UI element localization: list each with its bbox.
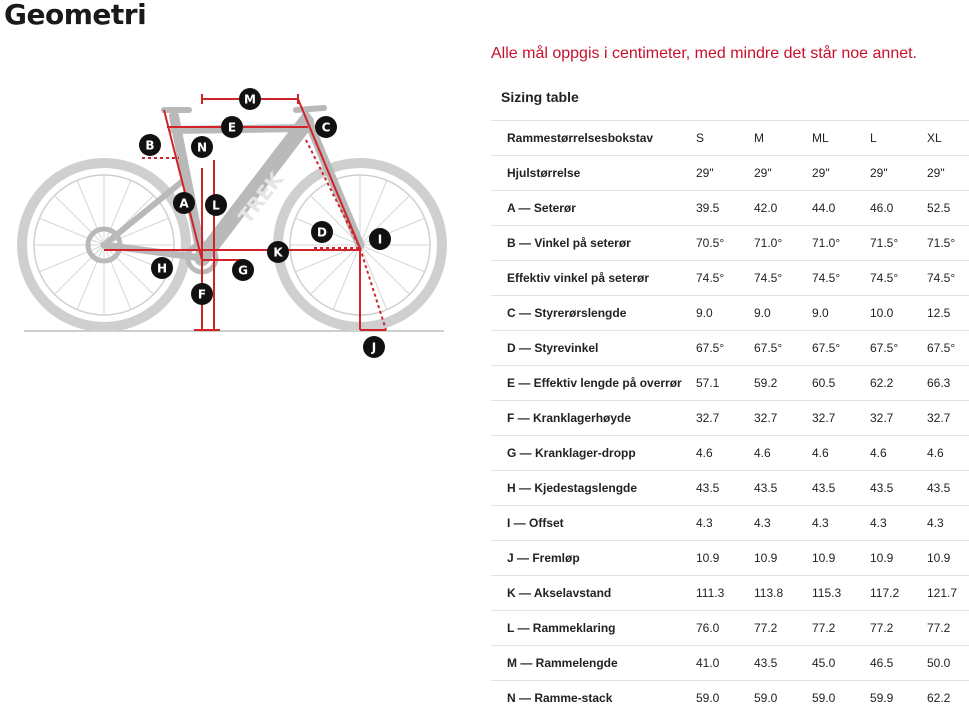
size-header: XL (927, 121, 969, 156)
table-cell: 43.5 (696, 471, 754, 506)
table-cell: 77.2 (754, 611, 812, 646)
svg-text:N: N (197, 141, 207, 155)
table-cell: 10.0 (870, 296, 927, 331)
table-cell: 121.7 (927, 576, 969, 611)
table-cell: 67.5° (754, 331, 812, 366)
table-cell: 29" (754, 156, 812, 191)
table-row (491, 506, 969, 541)
table-cell: 9.0 (812, 296, 870, 331)
table-cell: 41.0 (696, 646, 754, 681)
row-label: J — Fremløp (491, 541, 696, 576)
label-e (221, 116, 243, 138)
table-row (491, 401, 969, 436)
table-cell: 67.5° (927, 331, 969, 366)
table-cell: 10.9 (696, 541, 754, 576)
table-cell: 10.9 (754, 541, 812, 576)
svg-text:F: F (198, 288, 206, 302)
label-j (363, 336, 385, 358)
table-cell: 43.5 (927, 471, 969, 506)
table-cell: 29" (812, 156, 870, 191)
table-cell: 4.3 (870, 506, 927, 541)
table-cell: 29" (696, 156, 754, 191)
table-cell: 10.9 (812, 541, 870, 576)
size-header: M (754, 121, 812, 156)
row-label: I — Offset (491, 506, 696, 541)
svg-text:C: C (322, 121, 331, 135)
table-row (491, 646, 969, 681)
table-cell: 29" (870, 156, 927, 191)
table-cell: 59.2 (754, 366, 812, 401)
label-b (139, 134, 161, 156)
table-cell: 77.2 (812, 611, 870, 646)
label-n (191, 136, 213, 158)
size-header: L (870, 121, 927, 156)
row-label: L — Rammeklaring (491, 611, 696, 646)
units-note: Alle mål oppgis i centimeter, med mindre det står noe annet. (491, 45, 917, 63)
svg-text:J: J (371, 341, 376, 355)
row-label: A — Seterør (491, 191, 696, 226)
table-cell: 10.9 (927, 541, 969, 576)
table-cell: 74.5° (696, 261, 754, 296)
table-cell: 111.3 (696, 576, 754, 611)
table-cell: 46.0 (870, 191, 927, 226)
table-cell: 77.2 (927, 611, 969, 646)
svg-text:I: I (378, 233, 382, 247)
table-cell: 4.3 (754, 506, 812, 541)
svg-text:G: G (238, 264, 248, 278)
bike-geometry-diagram (14, 80, 454, 370)
table-cell: 44.0 (812, 191, 870, 226)
table-cell: 42.0 (754, 191, 812, 226)
table-cell: 43.5 (754, 471, 812, 506)
svg-text:B: B (145, 139, 154, 153)
table-cell: 74.5° (870, 261, 927, 296)
table-cell: 43.5 (870, 471, 927, 506)
table-cell: 45.0 (812, 646, 870, 681)
table-cell: 71.0° (812, 226, 870, 261)
svg-text:M: M (244, 93, 256, 107)
table-cell: 62.2 (927, 681, 969, 715)
table-cell: 46.5 (870, 646, 927, 681)
row-label: E — Effektiv lengde på overrør (491, 366, 696, 401)
label-i (369, 228, 391, 250)
table-row (491, 366, 969, 401)
table-cell: 71.5° (870, 226, 927, 261)
row-label: G — Kranklager-dropp (491, 436, 696, 471)
page-title: Geometri (4, 0, 146, 31)
table-row (491, 331, 969, 366)
frame-logo: TREK (233, 166, 289, 228)
table-cell: 71.5° (927, 226, 969, 261)
svg-text:A: A (179, 197, 189, 211)
label-k (267, 241, 289, 263)
row-label: C — Styrerørslengde (491, 296, 696, 331)
svg-text:L: L (212, 199, 220, 213)
table-cell: 70.5° (696, 226, 754, 261)
label-m (239, 88, 261, 110)
table-cell: 4.6 (754, 436, 812, 471)
table-cell: 74.5° (812, 261, 870, 296)
table-row (491, 156, 969, 191)
table-cell: 39.5 (696, 191, 754, 226)
table-cell: 76.0 (696, 611, 754, 646)
table-cell: 67.5° (696, 331, 754, 366)
label-g (232, 259, 254, 281)
table-row (491, 681, 969, 715)
row-label: N — Ramme-stack (491, 681, 696, 715)
table-cell: 4.6 (870, 436, 927, 471)
svg-text:K: K (273, 246, 283, 260)
table-cell: 71.0° (754, 226, 812, 261)
table-row (491, 541, 969, 576)
table-cell: 9.0 (754, 296, 812, 331)
table-cell: 4.3 (927, 506, 969, 541)
table-row (491, 611, 969, 646)
size-header: S (696, 121, 754, 156)
table-cell: 67.5° (812, 331, 870, 366)
svg-text:H: H (157, 262, 167, 276)
table-row (491, 471, 969, 506)
table-cell: 60.5 (812, 366, 870, 401)
table-cell: 62.2 (870, 366, 927, 401)
table-cell: 32.7 (870, 401, 927, 436)
row-label: H — Kjedestagslengde (491, 471, 696, 506)
table-cell: 117.2 (870, 576, 927, 611)
table-row (491, 436, 969, 471)
table-cell: 74.5° (754, 261, 812, 296)
table-cell: 59.0 (754, 681, 812, 715)
row-label: M — Rammelengde (491, 646, 696, 681)
table-cell: 4.6 (696, 436, 754, 471)
table-cell: 43.5 (754, 646, 812, 681)
svg-text:D: D (317, 226, 327, 240)
table-cell: 77.2 (870, 611, 927, 646)
row-label: K — Akselavstand (491, 576, 696, 611)
table-cell: 12.5 (927, 296, 969, 331)
table-header-row (491, 121, 969, 156)
sizing-table (491, 120, 969, 715)
table-cell: 10.9 (870, 541, 927, 576)
row-label: D — Styrevinkel (491, 331, 696, 366)
table-cell: 32.7 (927, 401, 969, 436)
label-l (205, 194, 227, 216)
table-cell: 59.9 (870, 681, 927, 715)
table-row (491, 226, 969, 261)
table-cell: 50.0 (927, 646, 969, 681)
table-cell: 59.0 (812, 681, 870, 715)
table-cell: 32.7 (754, 401, 812, 436)
table-title: Sizing table (501, 89, 579, 105)
table-cell: 59.0 (696, 681, 754, 715)
table-cell: 4.3 (696, 506, 754, 541)
table-cell: 52.5 (927, 191, 969, 226)
table-cell: 32.7 (812, 401, 870, 436)
table-cell: 67.5° (870, 331, 927, 366)
table-cell: 57.1 (696, 366, 754, 401)
table-cell: 4.3 (812, 506, 870, 541)
svg-text:E: E (228, 121, 236, 135)
label-a (173, 192, 195, 214)
corner-header: Rammestørrelsesbokstav (491, 121, 696, 156)
table-cell: 9.0 (696, 296, 754, 331)
table-row (491, 296, 969, 331)
row-label: Hjulstørrelse (491, 156, 696, 191)
table-row (491, 576, 969, 611)
table-cell: 66.3 (927, 366, 969, 401)
table-cell: 32.7 (696, 401, 754, 436)
row-label: B — Vinkel på seterør (491, 226, 696, 261)
table-cell: 43.5 (812, 471, 870, 506)
table-cell: 115.3 (812, 576, 870, 611)
row-label: F — Kranklagerhøyde (491, 401, 696, 436)
table-cell: 74.5° (927, 261, 969, 296)
row-label: Effektiv vinkel på seterør (491, 261, 696, 296)
size-header: ML (812, 121, 870, 156)
label-d (311, 221, 333, 243)
label-h (151, 257, 173, 279)
label-c (315, 116, 337, 138)
label-f (191, 283, 213, 305)
table-cell: 4.6 (812, 436, 870, 471)
table-row (491, 191, 969, 226)
table-cell: 29" (927, 156, 969, 191)
table-row (491, 261, 969, 296)
table-cell: 113.8 (754, 576, 812, 611)
table-cell: 4.6 (927, 436, 969, 471)
